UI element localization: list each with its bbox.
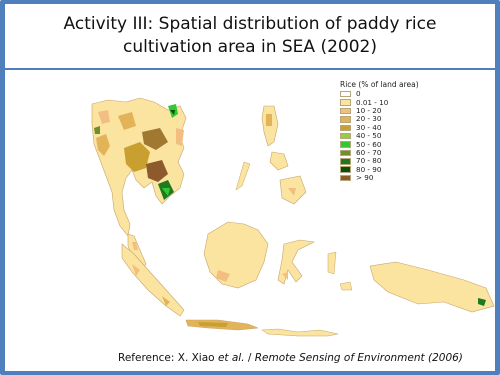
legend-item — [340, 132, 440, 140]
legend-label: 40 - 50 — [356, 131, 382, 141]
legend-swatch — [340, 125, 351, 132]
legend-swatch — [340, 108, 351, 115]
legend-item — [340, 90, 440, 98]
palawan — [236, 162, 250, 190]
legend-item — [340, 149, 440, 157]
luzon-paddy — [266, 114, 272, 126]
reference-citation — [118, 352, 478, 364]
legend-label: 70 - 80 — [356, 156, 382, 166]
lesser-sunda — [262, 329, 338, 336]
legend-swatch — [340, 133, 351, 140]
sumatra — [122, 244, 184, 316]
new-guinea — [370, 262, 494, 312]
legend-label: > 90 — [356, 173, 374, 183]
legend-swatch — [340, 141, 351, 148]
legend-rows — [340, 90, 440, 182]
legend-label: 50 - 60 — [356, 139, 382, 149]
legend-item — [340, 115, 440, 123]
legend-item — [340, 124, 440, 132]
legend-swatch — [340, 158, 351, 165]
legend-item — [340, 140, 440, 148]
legend-swatch — [340, 175, 351, 182]
moluccas — [328, 252, 336, 274]
sulawesi — [278, 240, 314, 284]
legend-swatch — [340, 150, 351, 157]
visayas — [270, 152, 288, 170]
legend-label: 60 - 70 — [356, 147, 382, 157]
map-legend — [340, 80, 440, 182]
reference-prefix: Reference: X. Xiao — [118, 352, 218, 364]
legend-item — [340, 157, 440, 165]
legend-item — [340, 174, 440, 182]
legend-label: 30 - 40 — [356, 122, 382, 132]
legend-label: 0.01 - 10 — [356, 97, 389, 107]
borneo — [204, 222, 268, 288]
legend-label: 0 — [356, 89, 361, 99]
legend-item — [340, 98, 440, 106]
legend-swatch — [340, 166, 351, 173]
title-band — [5, 4, 495, 70]
legend-label: 10 - 20 — [356, 105, 382, 115]
legend-swatch — [340, 116, 351, 123]
reference-separator: / — [244, 352, 255, 364]
reference-journal: Remote Sensing of Environment (2006) — [254, 352, 463, 364]
vietnam-coast — [176, 128, 184, 146]
moluccas-2 — [340, 282, 352, 290]
reference-etal: et al. — [217, 352, 245, 364]
legend-label: 20 - 30 — [356, 114, 382, 124]
legend-label: 80 - 90 — [356, 164, 382, 174]
legend-item — [340, 166, 440, 174]
legend-item — [340, 107, 440, 115]
mainland-sea — [92, 98, 186, 236]
legend-swatch — [340, 91, 351, 98]
legend-title: Rice (% of land area) — [340, 80, 419, 89]
legend-swatch — [340, 99, 351, 106]
philippines — [236, 106, 306, 204]
slide-title: Activity III: Spatial distribution of paddy rice cultivation area in SEA (2002) — [63, 14, 437, 57]
